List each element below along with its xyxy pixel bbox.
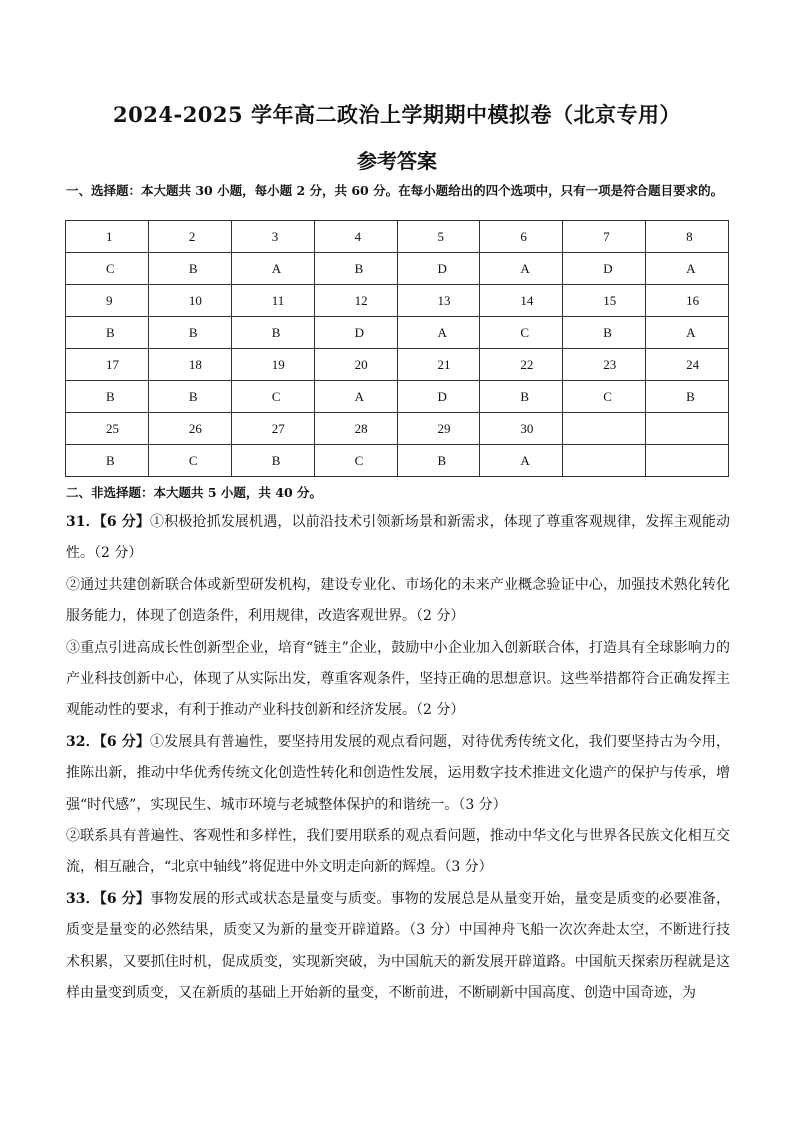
question-number-cell: 5 — [397, 221, 480, 253]
answer-cell: B — [66, 381, 149, 413]
answer-cell: B — [646, 381, 729, 413]
answer-row — [66, 317, 729, 349]
q33-paragraph-1 — [66, 884, 730, 1010]
q32-text-1: ①发展具有普遍性，要坚持用发展的观点看问题，对待优秀传统文化，我们要坚持古为今用，推陈出新，推动中华优秀传统文化创造性转化和创造性发展，运用数字技术推进文化遗产的保护与传承，增强“时代感”，实现民生、城市环境与老城整体保护的和谐统一。（3 分） — [66, 733, 730, 813]
question-number-cell: 6 — [480, 221, 563, 253]
q33-label: 33．【6 分】 — [66, 890, 150, 907]
question-number-cell: 23 — [563, 349, 646, 381]
answer-cell: B — [397, 445, 480, 477]
document-subtitle: 参考答案 — [357, 149, 437, 173]
question-number-cell: 13 — [397, 285, 480, 317]
answer-cell: A — [314, 381, 397, 413]
question-number-cell: 26 — [148, 413, 231, 445]
answer-cell: D — [314, 317, 397, 349]
question-number-cell: 16 — [646, 285, 729, 317]
q32-label: 32．【6 分】 — [66, 733, 150, 750]
answer-row — [66, 253, 729, 285]
question-number-cell: 12 — [314, 285, 397, 317]
question-number-cell: 28 — [314, 413, 397, 445]
answer-cell: D — [397, 381, 480, 413]
answer-cell: D — [397, 253, 480, 285]
question-number-row — [66, 349, 729, 381]
answer-table — [65, 220, 729, 477]
question-number-cell: 7 — [563, 221, 646, 253]
question-number-cell: 21 — [397, 349, 480, 381]
answer-cell: B — [480, 381, 563, 413]
answer-cell: B — [314, 253, 397, 285]
question-number-cell: 19 — [231, 349, 314, 381]
question-number-cell: 3 — [231, 221, 314, 253]
answer-cell: C — [480, 317, 563, 349]
answer-cell: B — [148, 317, 231, 349]
q31-paragraph-3: ③重点引进高成长性创新型企业，培育“链主”企业，鼓励中小企业加入创新联合体，打造具有全球影响力的产业科技创新中心，体现了从实际出发，尊重客观条件，坚持正确的思想意识。这些举措都符合正确发挥主观能动性的要求，有利于推动产业科技创新和经济发展。（2 分） — [66, 639, 730, 719]
question-number-cell: 18 — [148, 349, 231, 381]
question-number-row — [66, 413, 729, 445]
q32-paragraph-1 — [66, 727, 730, 821]
question-number-cell: 4 — [314, 221, 397, 253]
question-number-cell: 20 — [314, 349, 397, 381]
q31-paragraph-2: ②通过共建创新联合体或新型研发机构，建设专业化、市场化的未来产业概念验证中心，加强技术熟化转化服务能力，体现了创造条件，利用规律，改造客观世界。（2 分） — [66, 576, 730, 625]
question-number-cell: 10 — [148, 285, 231, 317]
q31-text-1: ①积极抢抓发展机遇，以前沿技术引领新场景和新需求，体现了尊重客观规律，发挥主观能动性。（2 分） — [66, 514, 730, 562]
answer-cell: C — [563, 381, 646, 413]
question-number-cell: 14 — [480, 285, 563, 317]
question-number-cell: 9 — [66, 285, 149, 317]
answer-cell: B — [148, 381, 231, 413]
question-number-cell: 24 — [646, 349, 729, 381]
question-number-cell: 15 — [563, 285, 646, 317]
answer-cell: A — [480, 253, 563, 285]
answer-cell: B — [66, 317, 149, 349]
answer-cell: B — [231, 317, 314, 349]
document-title: 2024-2025 学年高二政治上学期期中模拟卷（北京专用） — [113, 102, 681, 127]
answer-cell: A — [646, 317, 729, 349]
answer-cell: A — [480, 445, 563, 477]
answer-cell: A — [231, 253, 314, 285]
question-number-cell: 25 — [66, 413, 149, 445]
q32-paragraph-2: ②联系具有普遍性、客观性和多样性，我们要用联系的观点看问题，推动中华文化与世界各民族文化相互交流，相互融合，“北京中轴线”将促进中外文明走向新的辉煌。（3 分） — [66, 828, 730, 876]
question-number-cell: 11 — [231, 285, 314, 317]
question-number-cell: 22 — [480, 349, 563, 381]
answers-body — [66, 507, 730, 1010]
answer-cell — [563, 445, 646, 477]
question-number-cell: 27 — [231, 413, 314, 445]
answer-row — [66, 381, 729, 413]
answer-cell: C — [231, 381, 314, 413]
answer-cell: B — [148, 253, 231, 285]
question-number-cell — [646, 413, 729, 445]
answer-cell — [646, 445, 729, 477]
question-number-cell: 2 — [148, 221, 231, 253]
question-number-cell: 29 — [397, 413, 480, 445]
answer-row — [66, 445, 729, 477]
question-number-row — [66, 221, 729, 253]
answer-cell: C — [66, 253, 149, 285]
answer-cell: C — [314, 445, 397, 477]
section1-heading: 一、选择题：本大题共 30 小题，每小题 2 分，共 60 分。在每小题给出的四个选项中，只有一项是符合题目要求的。 — [66, 183, 724, 198]
section2-heading: 二、非选择题：本大题共 5 小题，共 40 分。 — [66, 485, 323, 500]
question-number-row — [66, 285, 729, 317]
answer-cell: B — [231, 445, 314, 477]
answer-cell: B — [66, 445, 149, 477]
answer-cell: A — [397, 317, 480, 349]
q31-paragraph-1 — [66, 507, 730, 570]
answer-cell: D — [563, 253, 646, 285]
question-number-cell: 17 — [66, 349, 149, 381]
question-number-cell: 1 — [66, 221, 149, 253]
answer-cell: A — [646, 253, 729, 285]
question-number-cell — [563, 413, 646, 445]
answer-cell: B — [563, 317, 646, 349]
question-number-cell: 30 — [480, 413, 563, 445]
q33-text-1: 事物发展的形式或状态是量变与质变。事物的发展总是从量变开始，量变是质变的必要准备，质变是量变的必然结果，质变又为新的量变开辟道路。（3 分）中国神舟飞船一次次奔赴太空，不断进行技术积累，又要抓住时机，促成质变，实现新突破，为中国航天的新发展开辟道路。中国航天探索历程就是这样由量变到质变，又在新质的基础上开始新的量变，不断前进，不断刷新中国高度、创造中国奇迹，为 — [66, 890, 730, 1002]
question-number-cell: 8 — [646, 221, 729, 253]
q31-label: 31．【6 分】 — [66, 514, 150, 530]
answer-cell: C — [148, 445, 231, 477]
